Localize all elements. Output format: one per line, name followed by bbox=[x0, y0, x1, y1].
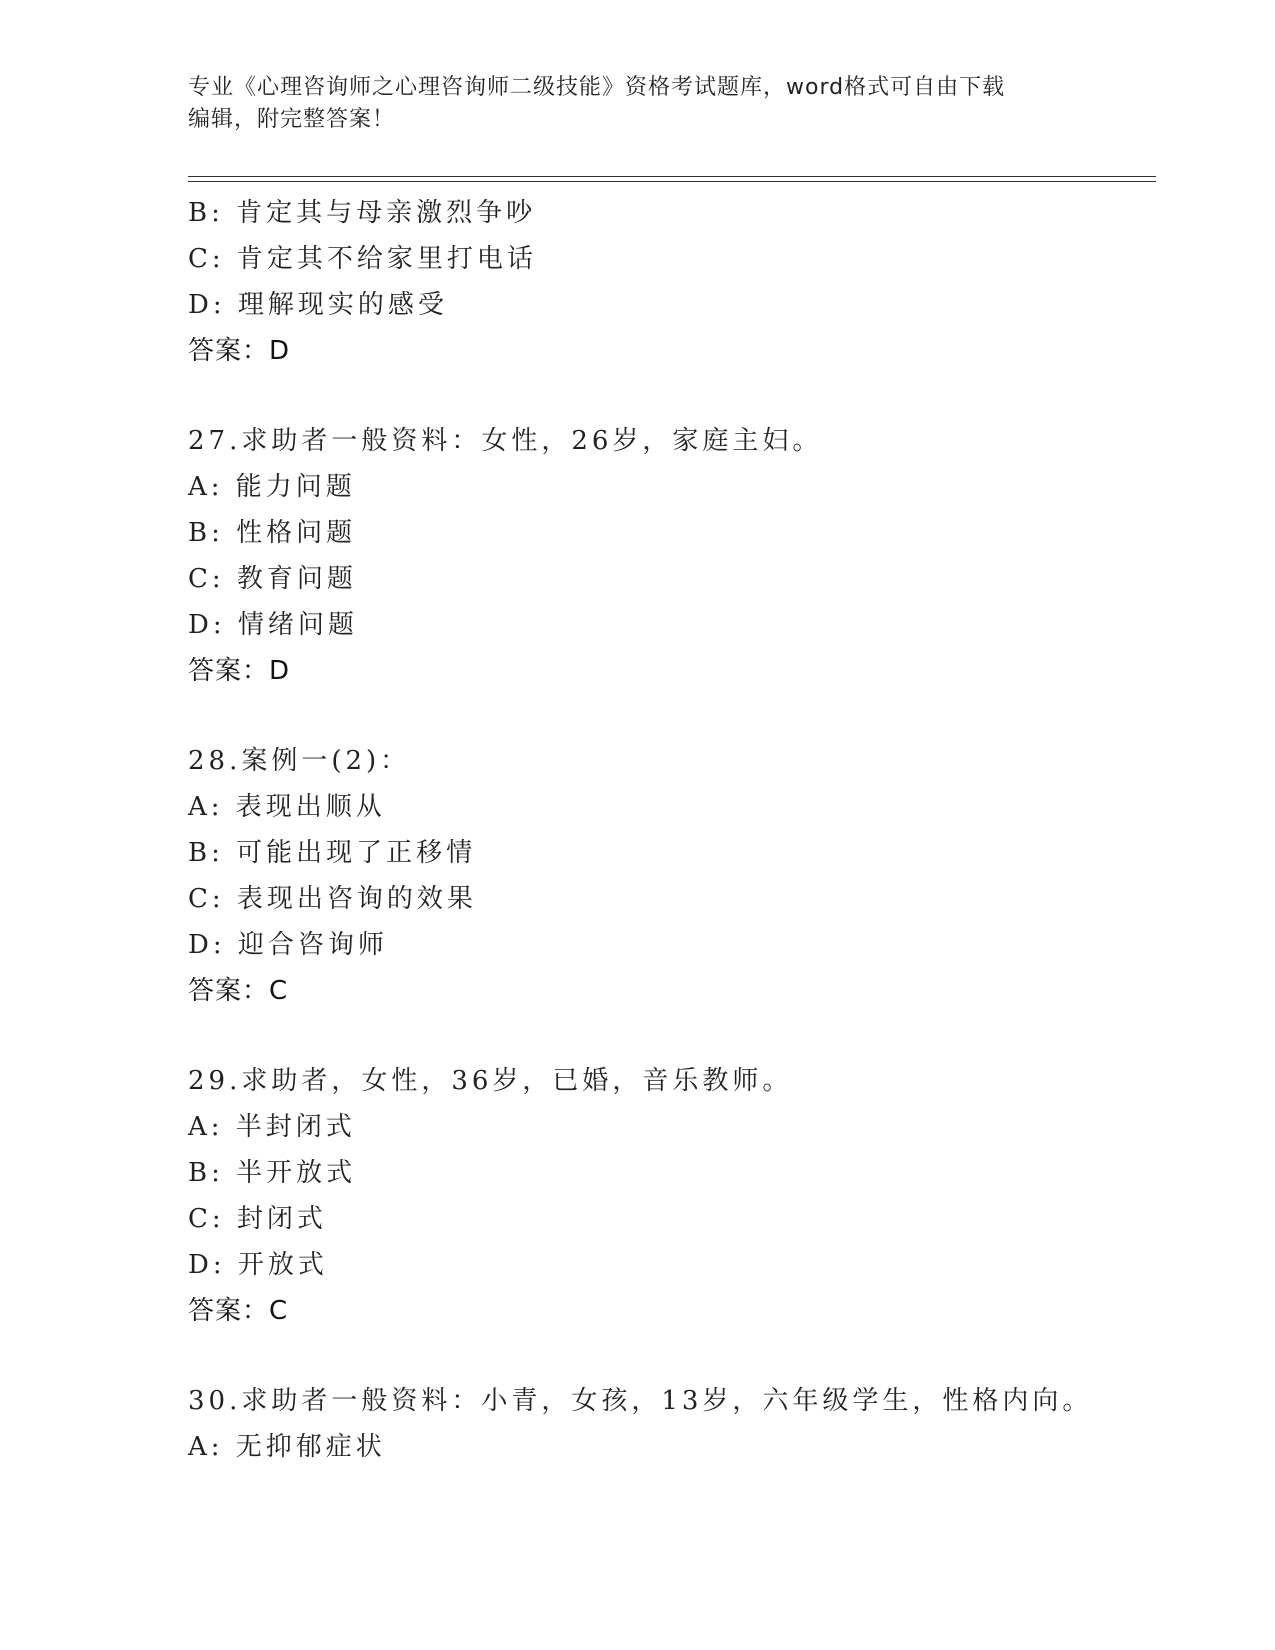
question-28 bbox=[188, 738, 1148, 1014]
option-a: A: 半封闭式 bbox=[188, 1112, 356, 1142]
question-stem: 27.求助者一般资料：女性，26岁，家庭主妇。 bbox=[188, 426, 823, 456]
document-header bbox=[188, 72, 1088, 136]
spacer bbox=[188, 694, 1148, 738]
option-c: C: 教育问题 bbox=[188, 564, 357, 594]
header-divider-thin bbox=[188, 176, 1156, 177]
header-line-1: 专业《心理咨询师之心理咨询师二级技能》资格考试题库，word格式可自由下载 bbox=[188, 75, 1006, 100]
option-c: C: 封闭式 bbox=[188, 1204, 327, 1234]
answer-line: 答案：C bbox=[188, 1296, 289, 1326]
option-d: D: 迎合咨询师 bbox=[188, 930, 388, 960]
option-a: A: 表现出顺从 bbox=[188, 792, 386, 822]
question-stem: 28.案例一(2)： bbox=[188, 746, 411, 776]
question-content bbox=[188, 190, 1148, 1470]
spacer bbox=[188, 1014, 1148, 1058]
option-b: B: 性格问题 bbox=[188, 518, 357, 548]
answer-line: 答案：C bbox=[188, 976, 289, 1006]
option-a: A: 无抑郁症状 bbox=[188, 1432, 386, 1462]
question-stem: 29.求助者，女性，36岁，已婚，音乐教师。 bbox=[188, 1066, 793, 1096]
question-stem: 30.求助者一般资料：小青，女孩，13岁，六年级学生，性格内向。 bbox=[188, 1386, 1093, 1416]
answer-line: 答案：D bbox=[188, 336, 291, 366]
option-c: C: 表现出咨询的效果 bbox=[188, 884, 477, 914]
option-d: D: 理解现实的感受 bbox=[188, 290, 448, 320]
option-b: B: 半开放式 bbox=[188, 1158, 357, 1188]
question-29 bbox=[188, 1058, 1148, 1334]
option-b: B: 肯定其与母亲激烈争吵 bbox=[188, 198, 537, 228]
option-a: A: 能力问题 bbox=[188, 472, 356, 502]
header-line-2: 编辑，附完整答案！ bbox=[188, 107, 396, 132]
question-30 bbox=[188, 1378, 1148, 1470]
option-c: C: 肯定其不给家里打电话 bbox=[188, 244, 537, 274]
question-26-carryover bbox=[188, 190, 1148, 374]
spacer bbox=[188, 1334, 1148, 1378]
answer-line: 答案：D bbox=[188, 656, 291, 686]
question-27 bbox=[188, 418, 1148, 694]
header-divider-thick bbox=[188, 181, 1156, 182]
option-b: B: 可能出现了正移情 bbox=[188, 838, 477, 868]
spacer bbox=[188, 374, 1148, 418]
option-d: D: 开放式 bbox=[188, 1250, 328, 1280]
option-d: D: 情绪问题 bbox=[188, 610, 358, 640]
